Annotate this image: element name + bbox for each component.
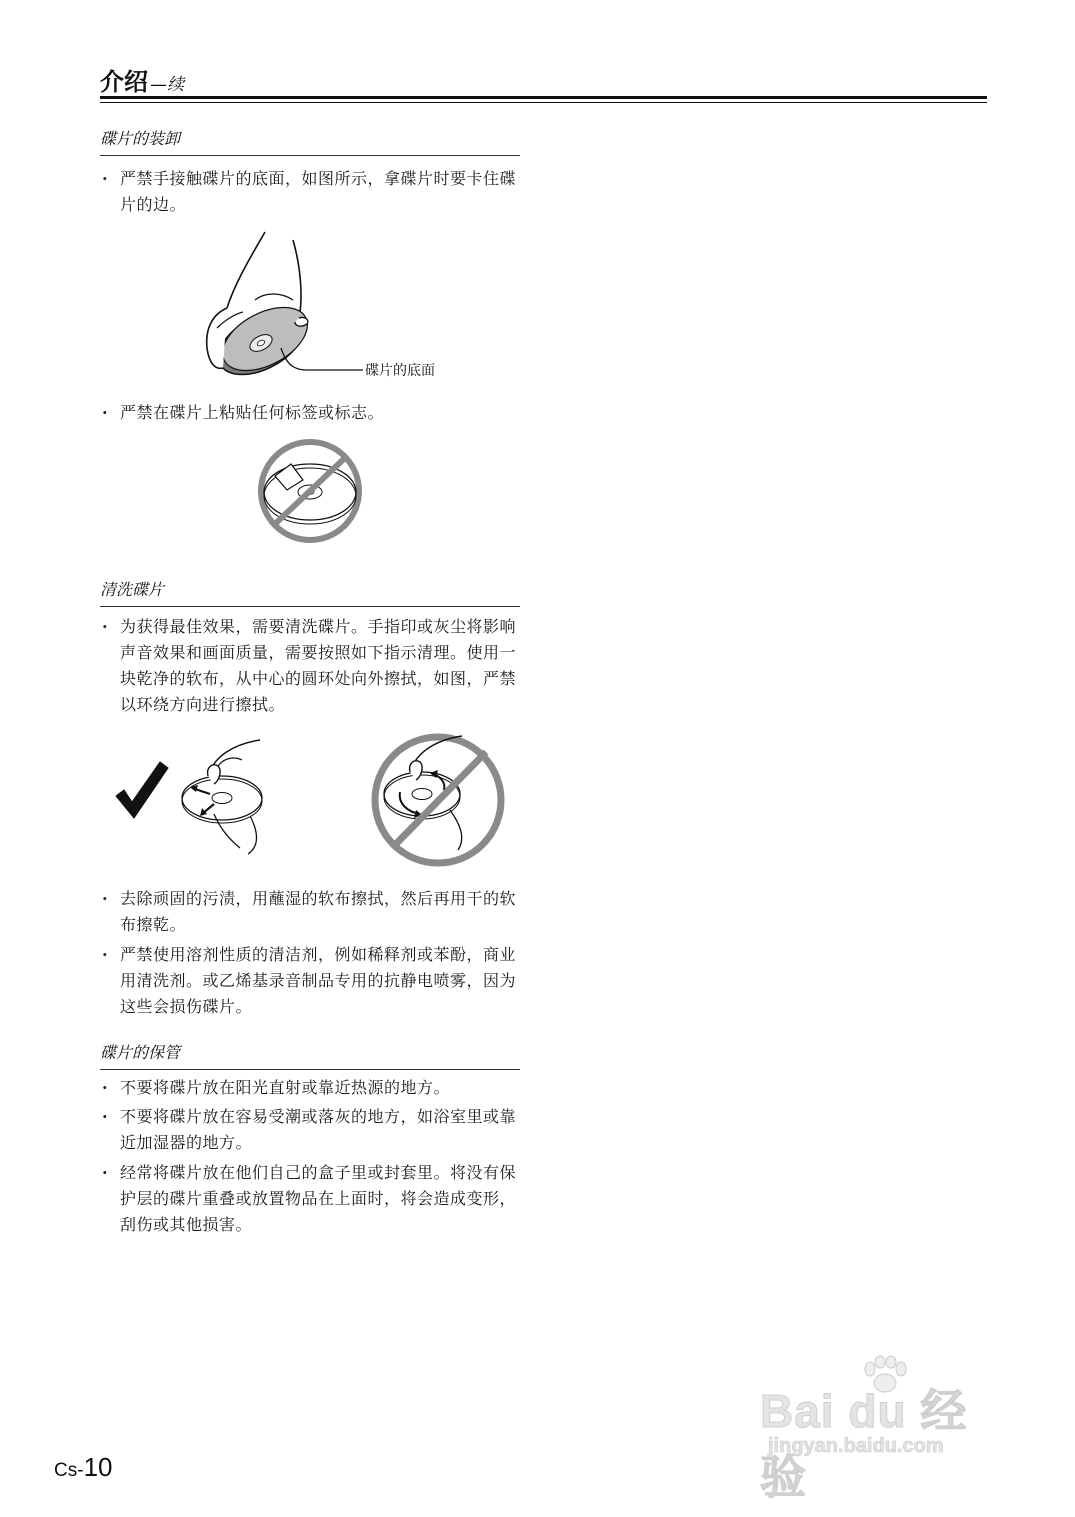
page-subtitle: —续 <box>150 75 184 95</box>
list-item: · 严禁使用溶剂性质的清洁剂，例如稀释剂或苯酚，商业用清洗剂。或乙烯基录音制品专用的抗静电喷雾，因为这些会损伤碟片。 <box>100 942 520 1020</box>
page-number: Cs-10 <box>54 1452 113 1482</box>
watermark-brand: Bai du 经验 <box>760 1385 968 1503</box>
header-rule <box>100 96 987 99</box>
header-rule-thin <box>100 102 987 103</box>
wrong-cleaning-illustration <box>370 732 510 867</box>
section-heading-cleaning: 清洗碟片 <box>100 577 520 607</box>
watermark <box>760 1355 1010 1503</box>
section-heading-handling: 碟片的装卸 <box>100 126 520 156</box>
list-item: · 严禁在碟片上粘贴任何标签或标志。 <box>100 400 520 426</box>
list-item: · 去除顽固的污渍，用蘸湿的软布擦拭，然后再用干的软布擦乾。 <box>100 886 520 938</box>
list-item: · 为获得最佳效果，需要清洗碟片。手指印或灰尘将影响声音效果和画面质量，需要按照如下指示清理。使用一块乾净的软布，从中心的圆环处向外擦拭，如图，严禁以环绕方向进行擦拭。 <box>100 614 520 718</box>
checkmark-icon <box>116 762 168 818</box>
page-title: 介绍 —续 <box>100 68 184 96</box>
list-item: · 经常将碟片放在他们自己的盒子里或封套里。将没有保护层的碟片重叠或放置物品在上面时，将会造成变形，刮伤或其他损害。 <box>100 1160 520 1238</box>
figure-caption: 碟片的底面 <box>365 363 435 379</box>
list-item: · 不要将碟片放在阳光直射或靠近热源的地方。 <box>100 1075 520 1101</box>
list-item: · 严禁手接触碟片的底面，如图所示，拿碟片时要卡住碟片的边。 <box>100 166 520 218</box>
list-item: · 不要将碟片放在容易受潮或落灰的地方，如浴室里或靠近加湿器的地方。 <box>100 1104 520 1156</box>
hand-holding-disc-illustration <box>195 228 455 383</box>
correct-cleaning-illustration <box>110 736 290 861</box>
section-heading-storage: 碟片的保管 <box>100 1040 520 1070</box>
watermark-url: jingyan.baidu.com <box>768 1435 944 1457</box>
no-label-on-disc-illustration <box>255 436 365 546</box>
